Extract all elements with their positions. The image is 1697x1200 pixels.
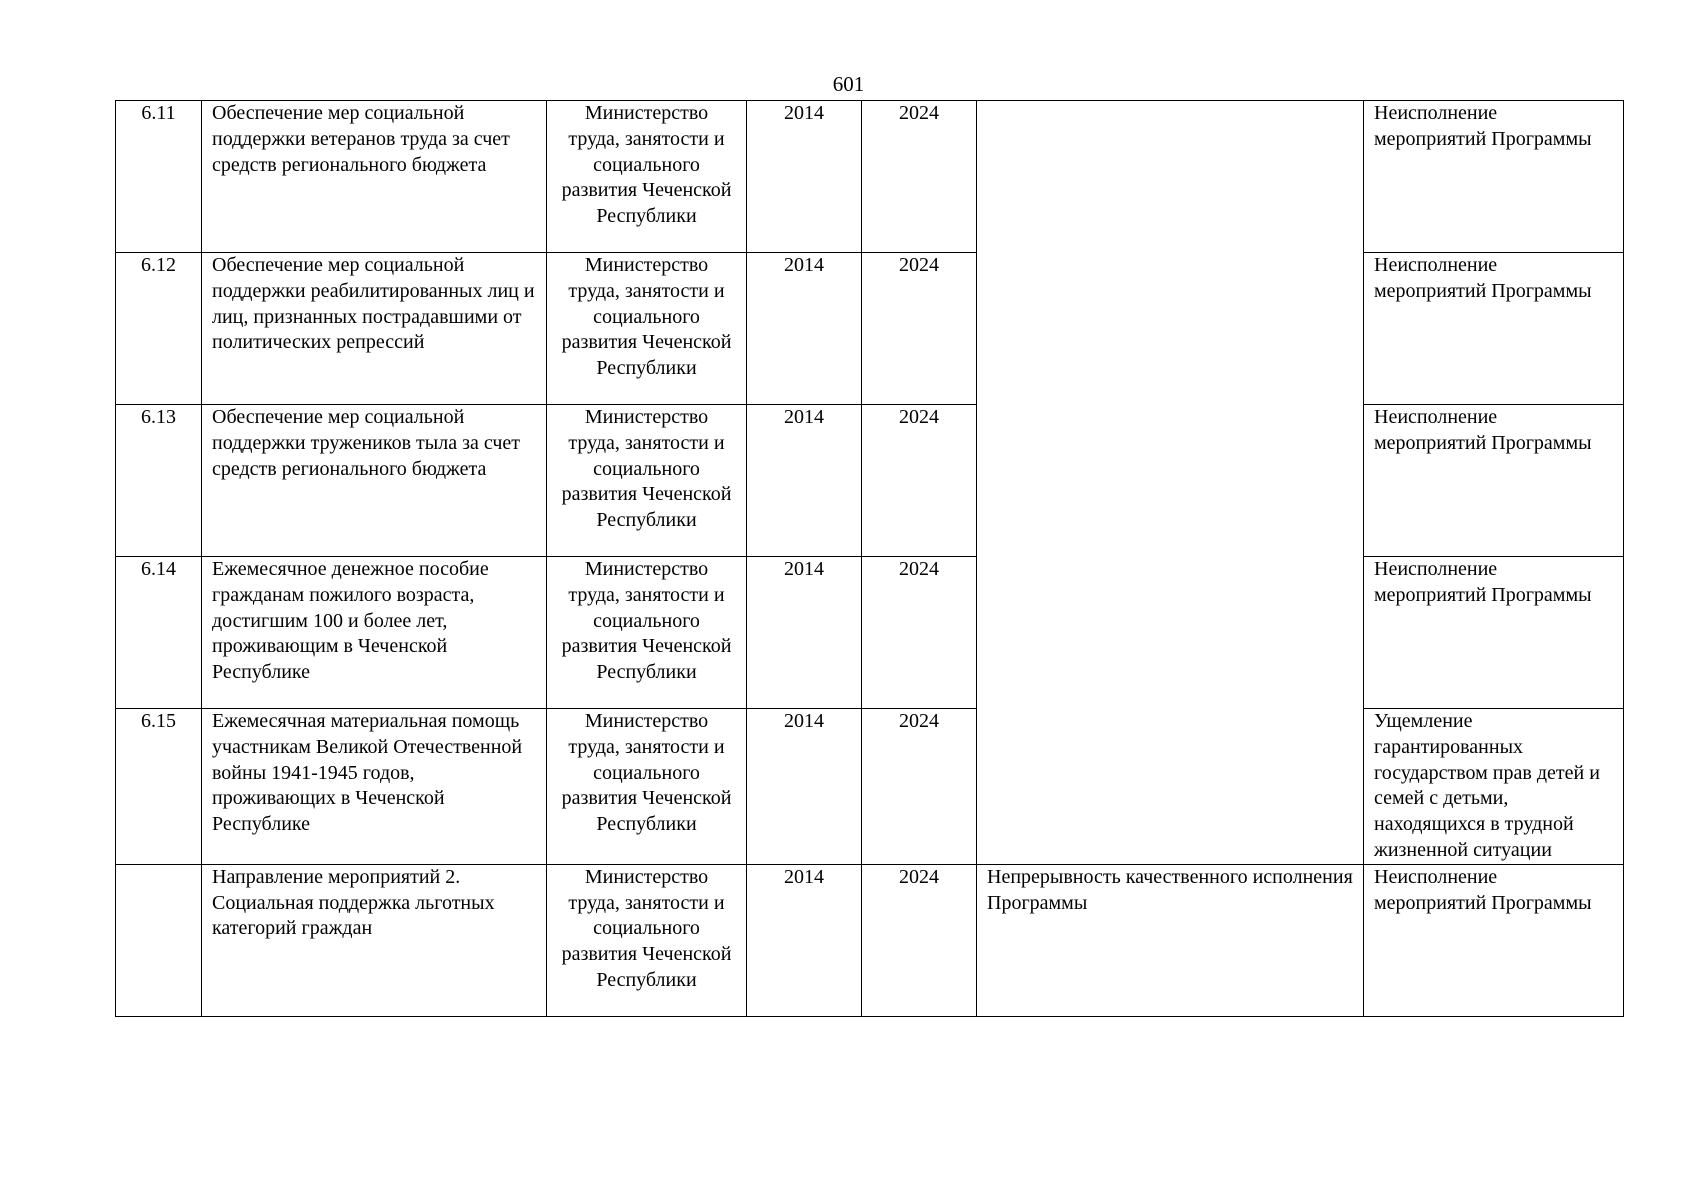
end-year: 2024 <box>862 253 977 405</box>
start-year: 2014 <box>747 101 862 253</box>
end-year: 2024 <box>862 864 977 1016</box>
row-number: 6.14 <box>116 557 202 709</box>
end-year: 2024 <box>862 709 977 865</box>
start-year: 2014 <box>747 709 862 865</box>
executor: Министерство труда, занятости и социального развития Чеченской Республики <box>547 864 747 1016</box>
row-number: 6.13 <box>116 405 202 557</box>
measure-name: Обеспечение мер социальной поддержки тружеников тыла за счет средств регионального бюджета <box>202 405 547 557</box>
risk: Неисполнение мероприятий Программы <box>1364 253 1624 405</box>
expected-result: Непрерывность качественного исполнения Программы <box>977 864 1364 1016</box>
executor: Министерство труда, занятости и социального развития Чеченской Республики <box>547 101 747 253</box>
start-year: 2014 <box>747 557 862 709</box>
start-year: 2014 <box>747 405 862 557</box>
end-year: 2024 <box>862 405 977 557</box>
measure-name: Обеспечение мер социальной поддержки реабилитированных лиц и лиц, признанных пострадавшими от политических репрессий <box>202 253 547 405</box>
table-row <box>116 709 1624 865</box>
row-number: 6.15 <box>116 709 202 865</box>
executor: Министерство труда, занятости и социального развития Чеченской Республики <box>547 557 747 709</box>
end-year: 2024 <box>862 101 977 253</box>
measure-name: Обеспечение мер социальной поддержки ветеранов труда за счет средств регионального бюджета <box>202 101 547 253</box>
table-row <box>116 253 1624 405</box>
start-year: 2014 <box>747 253 862 405</box>
executor: Министерство труда, занятости и социального развития Чеченской Республики <box>547 709 747 865</box>
risk: Неисполнение мероприятий Программы <box>1364 101 1624 253</box>
measure-name: Направление мероприятий 2. Социальная поддержка льготных категорий граждан <box>202 864 547 1016</box>
risk: Неисполнение мероприятий Программы <box>1364 405 1624 557</box>
risk: Ущемление гарантированных государством прав детей и семей с детьми, находящихся в трудной жизненной ситуации <box>1364 709 1624 865</box>
row-number: 6.12 <box>116 253 202 405</box>
table-row <box>116 557 1624 709</box>
row-number: 6.11 <box>116 101 202 253</box>
start-year: 2014 <box>747 864 862 1016</box>
measure-name: Ежемесячная материальная помощь участникам Великой Отечественной войны 1941-1945 годов, проживающих в Чеченской Республике <box>202 709 547 865</box>
end-year: 2024 <box>862 557 977 709</box>
row-number <box>116 864 202 1016</box>
table-row <box>116 405 1624 557</box>
risk: Неисполнение мероприятий Программы <box>1364 864 1624 1016</box>
risk: Неисполнение мероприятий Программы <box>1364 557 1624 709</box>
measure-name: Ежемесячное денежное пособие гражданам пожилого возраста, достигшим 100 и более лет, проживающим в Чеченской Республике <box>202 557 547 709</box>
executor: Министерство труда, занятости и социального развития Чеченской Республики <box>547 405 747 557</box>
executor: Министерство труда, занятости и социального развития Чеченской Республики <box>547 253 747 405</box>
page-number: 601 <box>832 72 865 96</box>
program-table <box>115 100 1624 1017</box>
expected-result-merged <box>977 101 1364 865</box>
table-row <box>116 864 1624 1016</box>
table-row <box>116 101 1624 253</box>
